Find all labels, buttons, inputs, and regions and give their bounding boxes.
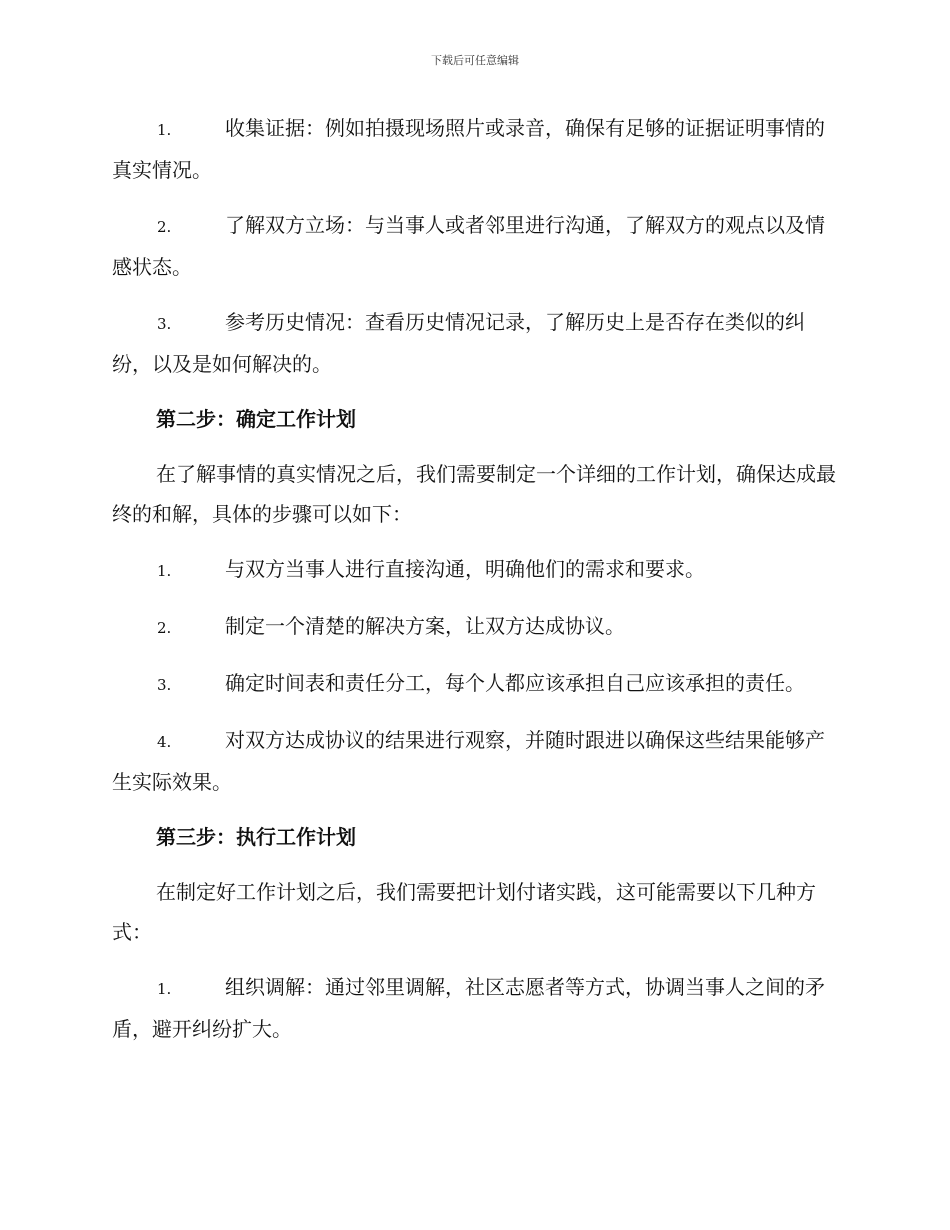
section-heading: 第三步：执行工作计划 [156,825,356,849]
list-item [112,663,838,705]
list-number: 2. [157,619,172,637]
list-number: 4. [157,733,172,751]
list-item [112,720,838,802]
list-number: 1. [157,121,172,139]
paragraph: 在制定好工作计划之后，我们需要把计划付诸实践，这可能需要以下几种方式： [112,880,816,944]
list-text: 收集证据：例如拍摄现场照片或录音，确保有足够的证据证明事情的真实情况。 [112,116,825,182]
section-heading: 第二步：确定工作计划 [156,407,356,431]
list-number: 1. [157,980,172,998]
list-item [112,606,838,648]
page-header: 下载后可任意编辑 [431,54,519,67]
list-number: 1. [157,562,172,580]
list-item [112,549,838,591]
list-item [112,302,838,384]
list-text: 制定一个清楚的解决方案，让双方达成协议。 [225,614,625,638]
list-text: 参考历史情况：查看历史情况记录，了解历史上是否存在类似的纠纷，以及是如何解决的。 [112,310,805,376]
list-number: 3. [157,676,172,694]
list-text: 组织调解：通过邻里调解，社区志愿者等方式，协调当事人之间的矛盾，避开纠纷扩大。 [112,975,825,1041]
list-text: 确定时间表和责任分工，每个人都应该承担自己应该承担的责任。 [225,671,805,695]
list-item [112,967,838,1049]
list-text: 对双方达成协议的结果进行观察，并随时跟进以确保这些结果能够产生实际效果。 [112,728,825,794]
paragraph: 在了解事情的真实情况之后，我们需要制定一个详细的工作计划，确保达成最终的和解，具体的步骤可以如下： [112,462,836,526]
list-item [112,205,838,287]
list-text: 与双方当事人进行直接沟通，明确他们的需求和要求。 [225,557,705,581]
list-number: 3. [157,315,172,333]
list-item [112,108,838,190]
document-body [112,108,838,1064]
list-number: 2. [157,218,172,236]
list-text: 了解双方立场：与当事人或者邻里进行沟通，了解双方的观点以及情感状态。 [112,213,825,279]
